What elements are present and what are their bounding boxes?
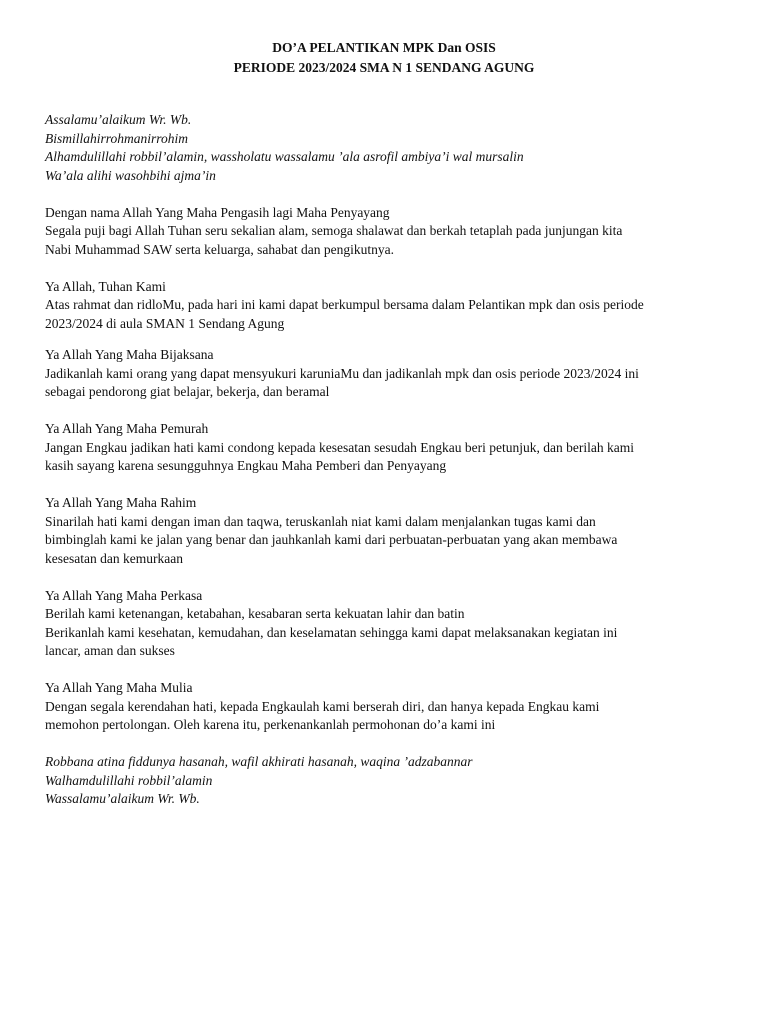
paragraph-line: kesesatan dan kemurkaan: [45, 550, 183, 566]
closing-salutation: [45, 753, 735, 809]
title-line-2: PERIODE 2023/2024 SMA N 1 SENDANG AGUNG: [233, 59, 535, 75]
paragraph-line: Berikanlah kami kesehatan, kemudahan, dan keselamatan sehingga kami dapat melaksanakan kegiatan ini: [45, 624, 618, 640]
paragraph-line: Atas rahmat dan ridloMu, pada hari ini kami dapat berkumpul bersama dalam Pelantikan mpk dan osis periode: [45, 297, 644, 312]
opening-line: Assalamu’alaikum Wr. Wb.: [45, 112, 192, 127]
paragraph-line: Berilah kami ketenangan, ketabahan, kesabaran serta kekuatan lahir dan batin: [45, 606, 465, 621]
opening-line: Alhamdulillahi robbil’alamin, wassholatu wassalamu ’ala asrofil ambiya’i wal mursalin: [45, 149, 524, 164]
paragraph-line: bimbinglah kami ke jalan yang benar dan jauhkanlah kami dari perbuatan-perbuatan yang akan membawa: [45, 532, 618, 547]
paragraph-heading: Ya Allah Yang Maha Mulia: [45, 680, 193, 695]
paragraph-4: [45, 420, 735, 476]
paragraph-line: 2023/2024 di aula SMAN 1 Sendang Agung: [45, 315, 285, 331]
closing-line: Wassalamu’alaikum Wr. Wb.: [45, 791, 200, 806]
document-title: [0, 38, 768, 77]
paragraph-line: Jadikanlah kami orang yang dapat mensyukuri karuniaMu dan jadikanlah mpk dan osis periode 2023/2024 ini: [45, 365, 639, 381]
paragraph-heading: Ya Allah, Tuhan Kami: [45, 278, 166, 294]
opening-line: Wa’ala alihi wasohbihi ajma’in: [45, 167, 216, 183]
paragraph-line: Dengan segala kerendahan hati, kepada Engkaulah kami berserah diri, dan hanya kepada Engkau kami: [45, 698, 600, 714]
paragraph-heading: Dengan nama Allah Yang Maha Pengasih lagi Maha Penyayang: [45, 204, 390, 220]
paragraph-heading: Ya Allah Yang Maha Pemurah: [45, 421, 209, 436]
prayer-body: [45, 111, 735, 809]
paragraph-line: sebagai pendorong giat belajar, bekerja, dan beramal: [45, 384, 330, 399]
paragraph-2: [45, 278, 735, 334]
closing-line: Walhamdulillahi robbil’alamin: [45, 772, 213, 788]
paragraph-line: Segala puji bagi Allah Tuhan seru sekalian alam, semoga shalawat dan berkah tetaplah pada junjungan kita: [45, 223, 623, 238]
paragraph-line: Nabi Muhammad SAW serta keluarga, sahabat dan pengikutnya.: [45, 241, 394, 257]
paragraph-line: memohon pertolongan. Oleh karena itu, perkenankanlah permohonan do’a kami ini: [45, 717, 496, 732]
paragraph-heading: Ya Allah Yang Maha Perkasa: [45, 587, 203, 603]
paragraph-line: kasih sayang karena sesungguhnya Engkau Maha Pemberi dan Penyayang: [45, 458, 447, 473]
paragraph-heading: Ya Allah Yang Maha Rahim: [45, 495, 197, 510]
opening-line: Bismillahirrohmanirrohim: [45, 130, 189, 146]
paragraph-3: [45, 346, 735, 402]
paragraph-line: Sinarilah hati kami dengan iman dan taqwa, teruskanlah niat kami dalam menjalankan tugas kami dan: [45, 513, 596, 529]
paragraph-heading: Ya Allah Yang Maha Bijaksana: [45, 347, 214, 362]
paragraph-1: [45, 204, 735, 260]
closing-line: Robbana atina fiddunya hasanah, wafil akhirati hasanah, waqina ’adzabannar: [45, 754, 473, 769]
paragraph-7: [45, 679, 735, 735]
paragraph-line: lancar, aman dan sukses: [45, 643, 175, 658]
title-line-1: DO’A PELANTIKAN MPK Dan OSIS: [272, 40, 496, 55]
paragraph-5: [45, 494, 735, 568]
paragraph-6: [45, 587, 735, 661]
opening-salutation: [45, 111, 735, 185]
paragraph-line: Jangan Engkau jadikan hati kami condong kepada kesesatan sesudah Engkau beri petunjuk, dan berilah kami: [45, 439, 634, 455]
